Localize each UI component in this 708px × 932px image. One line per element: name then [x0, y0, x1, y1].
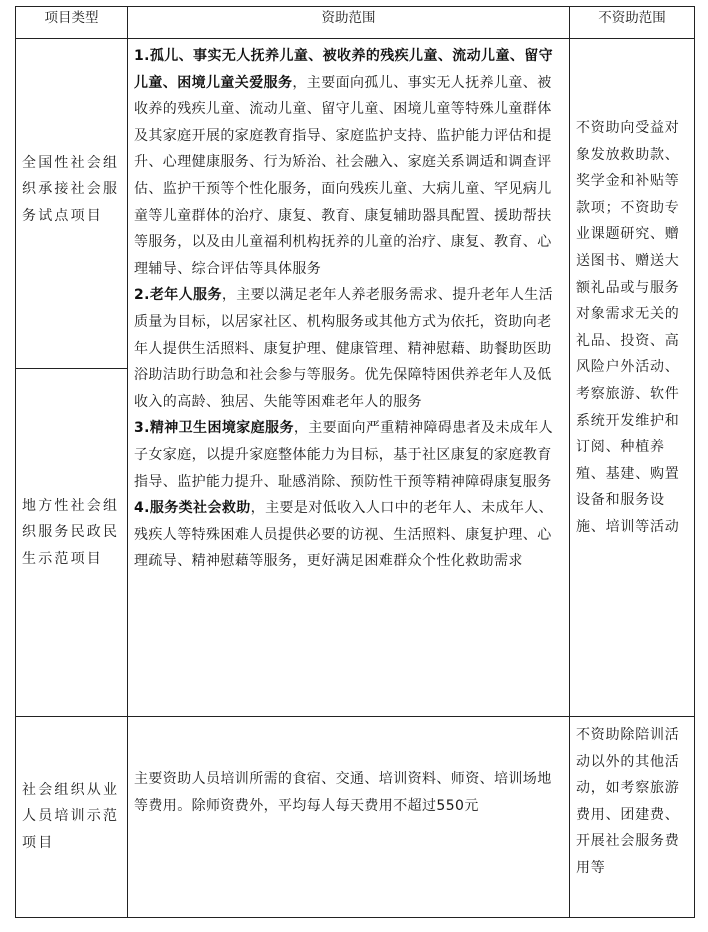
grid-line [127, 6, 128, 918]
scope-section-elderly [134, 282, 565, 415]
project-type-training: 社会组织从业人员培训示范项目 [22, 782, 120, 851]
grid-line [15, 38, 695, 39]
project-type-local: 地方性社会组织服务民政民生示范项目 [22, 498, 120, 567]
header-funding-scope: 资助范围 [321, 10, 376, 26]
header-project-type: 项目类型 [44, 10, 99, 26]
funding-scope-services [134, 43, 565, 575]
grid-line [15, 368, 128, 369]
project-type-national: 全国性社会组织承接社会服务试点项目 [22, 155, 120, 224]
grid-line [15, 716, 695, 717]
scope-text: ，主要面向孤儿、事实无人抚养儿童、被收养的残疾儿童、流动儿童、留守儿童、困境儿童等特殊儿童群体及其家庭开展的家庭教育指导、家庭监护支持、监护能力评估和提升、心理健康服务、行为矫治、社会融入、家庭关系调适和调查评估、监护干预等个性化服务，面向残疾儿童、大病儿童、罕见病儿童等儿童群体的治疗、康复、教育、康复辅助器具配置、援助帮扶等服务，以及由儿童福利机构抚养的儿童的治疗、康复、教育、心理辅导、综合评估等具体服务 [134, 74, 552, 277]
scope-text: ，主要以满足老年人养老服务需求、提升老年人生活质量为目标，以居家社区、机构服务或其他方式为依托，资助向老年人提供生活照料、康复护理、健康管理、精神慰藉、助餐助医助浴助洁助行助急和社会参与等服务。优先保障特困供养老年人及低收入的高龄、独居、失能等困难老年人的服务 [134, 287, 554, 410]
grid-line [694, 6, 695, 918]
scope-text: ，主要面向严重精神障碍患者及未成年人子女家庭，以提升家庭整体能力为目标，基于社区康复的家庭教育指导、监护能力提升、耻感消除、预防性干预等精神障碍康复服务 [134, 420, 554, 490]
grid-line [15, 6, 16, 918]
scope-title: 2.老年人服务 [134, 287, 222, 304]
funding-scope-training: 主要资助人员培训所需的食宿、交通、培训资料、师资、培训场地等费用。除师资费外，平均每人每天费用不超过550元 [134, 771, 552, 814]
scope-section-social-assistance [134, 495, 565, 575]
scope-title: 4.服务类社会救助 [134, 500, 251, 517]
scope-section-children [134, 43, 565, 282]
header-exclusion-scope: 不资助范围 [598, 10, 666, 26]
grid-line [15, 6, 695, 7]
grid-line [569, 6, 570, 918]
exclusion-services: 不资助向受益对象发放救助款、奖学金和补贴等款项；不资助专业课题研究、赠送图书、赠送大额礼品或与服务对象需求无关的礼品、投资、高风险户外活动、考察旅游、软件系统开发维护和订阅、种植养殖、基建、购置设备和服务设施、培训等活动 [576, 120, 680, 535]
exclusion-training: 不资助除陪训活动以外的其他活动，如考察旅游费用、团建费、开展社会服务费用等 [576, 727, 680, 876]
scope-title: 1.孤儿、事实无人抚养儿童、被收养的残疾儿童、流动儿童、留守儿童、困境儿童关爱服务 [134, 48, 554, 91]
grid-line [15, 917, 695, 918]
scope-section-mental-health [134, 415, 565, 495]
scope-text: ，主要是对低收入人口中的老年人、未成年人、残疾人等特殊困难人员提供必要的访视、生活照料、康复护理、心理疏导、精神慰藉等服务，更好满足困难群众个性化救助需求 [134, 500, 554, 570]
scope-title: 3.精神卫生困境家庭服务 [134, 420, 294, 437]
